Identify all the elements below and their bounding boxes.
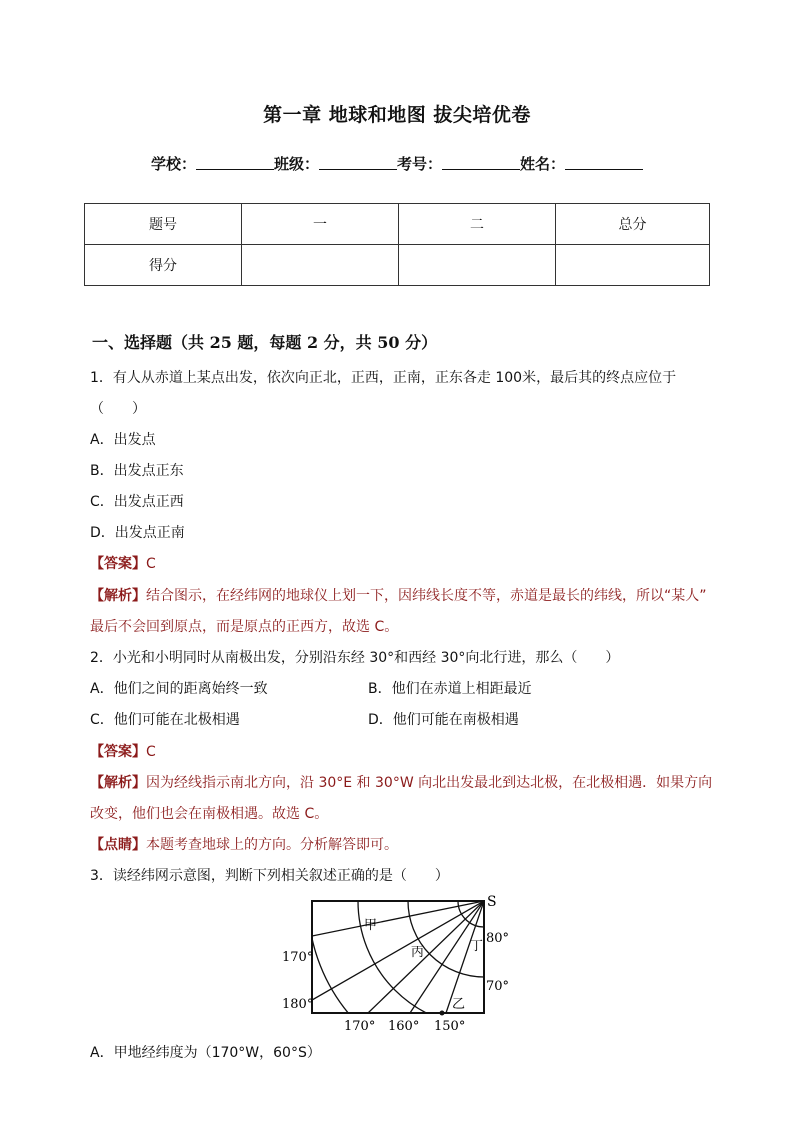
answer-value: C xyxy=(146,744,156,760)
meridian-line xyxy=(312,901,484,936)
name-label: 姓名： xyxy=(520,155,566,173)
q1-option-b: B．出发点正东 xyxy=(90,463,184,479)
analysis-tag: 【解析】 xyxy=(90,775,146,791)
class-label: 班级： xyxy=(273,155,319,173)
number-label: 考号： xyxy=(397,155,443,173)
school-label: 学校： xyxy=(150,155,196,173)
q2-analysis-line xyxy=(90,774,712,792)
answer-tag: 【答案】 xyxy=(90,744,146,760)
score-header-cell: 一 xyxy=(242,204,399,245)
score-cell[interactable] xyxy=(242,245,399,286)
q2-tip-line xyxy=(90,836,398,854)
score-header-cell: 总分 xyxy=(556,204,710,245)
place-label-jia: 甲 xyxy=(364,918,378,933)
meridian-line xyxy=(312,901,484,1000)
score-cell[interactable] xyxy=(556,245,710,286)
q1-option-d: D．出发点正南 xyxy=(90,525,185,541)
place-label-yi: 乙 xyxy=(452,997,466,1012)
tip-tag: 【点睛】 xyxy=(90,837,146,853)
place-label-bing: 丙 xyxy=(411,945,425,960)
q2-option-b: B．他们在赤道上相距最近 xyxy=(368,681,532,697)
student-info-line xyxy=(0,153,794,174)
bottom-label: 150° xyxy=(434,1019,466,1034)
answer-value: C xyxy=(146,556,156,572)
section-title: 一、选择题（共 25 题，每题 2 分，共 50 分） xyxy=(92,333,438,352)
number-blank[interactable] xyxy=(442,155,520,170)
score-header-cell: 二 xyxy=(399,204,556,245)
analysis-tag: 【解析】 xyxy=(90,588,146,604)
q1-paren: （ ） xyxy=(90,401,146,417)
page-title: 第一章 地球和地图 拔尖培优卷 xyxy=(263,104,531,126)
place-label-ding: 丁 xyxy=(470,939,484,954)
score-header-cell: 题号 xyxy=(85,204,242,245)
q2-answer-line xyxy=(90,743,156,761)
q2-option-a: A．他们之间的距离始终一致 xyxy=(90,681,268,697)
school-blank[interactable] xyxy=(196,155,274,170)
score-table-header-row xyxy=(85,204,710,245)
score-row-label: 得分 xyxy=(85,245,242,286)
left-label: 170° xyxy=(282,950,314,965)
pole-label: S xyxy=(487,894,497,910)
score-cell[interactable] xyxy=(399,245,556,286)
q1-analysis-line-2: 最后不会回到原点，而是原点的正西方，故选 C。 xyxy=(90,619,399,635)
graticule-figure xyxy=(270,890,530,1040)
analysis-text: 结合图示，在经纬网的地球仪上划一下，因纬线长度不等，赤道是最长的纬线，所以“某人” xyxy=(146,588,707,604)
left-label: 180° xyxy=(282,997,314,1012)
q2-option-c: C．他们可能在北极相遇 xyxy=(90,712,240,728)
score-table xyxy=(84,203,710,286)
bottom-label: 170° xyxy=(344,1019,376,1034)
name-blank[interactable] xyxy=(565,155,643,170)
answer-tag: 【答案】 xyxy=(90,556,146,572)
score-table-score-row xyxy=(85,245,710,286)
point-marker xyxy=(440,1011,445,1016)
latitude-arc xyxy=(308,890,530,1040)
q2-stem: 2．小光和小明同时从南极出发，分别沿东经 30°和西经 30°向北行进，那么（ ） xyxy=(90,650,620,666)
bottom-label: 160° xyxy=(388,1019,420,1034)
q3-option-a: A．甲地经纬度为（170°W，60°S） xyxy=(90,1045,321,1061)
right-label: 80° xyxy=(486,931,510,946)
analysis-text: 因为经线指示南北方向，沿 30°E 和 30°W 向北出发最北到达北极，在北极相遇．如果方向 xyxy=(146,775,713,791)
q1-option-c: C．出发点正西 xyxy=(90,494,184,510)
q3-stem: 3．读经纬网示意图，判断下列相关叙述正确的是（ ） xyxy=(90,868,449,884)
q1-analysis-line xyxy=(90,587,707,605)
tip-text: 本题考查地球上的方向。分析解答即可。 xyxy=(146,837,398,853)
q2-analysis-line-2: 改变，他们也会在南极相遇。故选 C。 xyxy=(90,806,329,822)
q2-option-d: D．他们可能在南极相遇 xyxy=(368,712,519,728)
q1-option-a: A．出发点 xyxy=(90,432,156,448)
right-label: 70° xyxy=(486,979,510,994)
q1-stem: 1．有人从赤道上某点出发，依次向正北，正西，正南，正东各走 100米，最后其的终点应位于 xyxy=(90,370,677,386)
class-blank[interactable] xyxy=(319,155,397,170)
q1-answer-line xyxy=(90,555,156,573)
meridian-line xyxy=(368,901,484,1013)
